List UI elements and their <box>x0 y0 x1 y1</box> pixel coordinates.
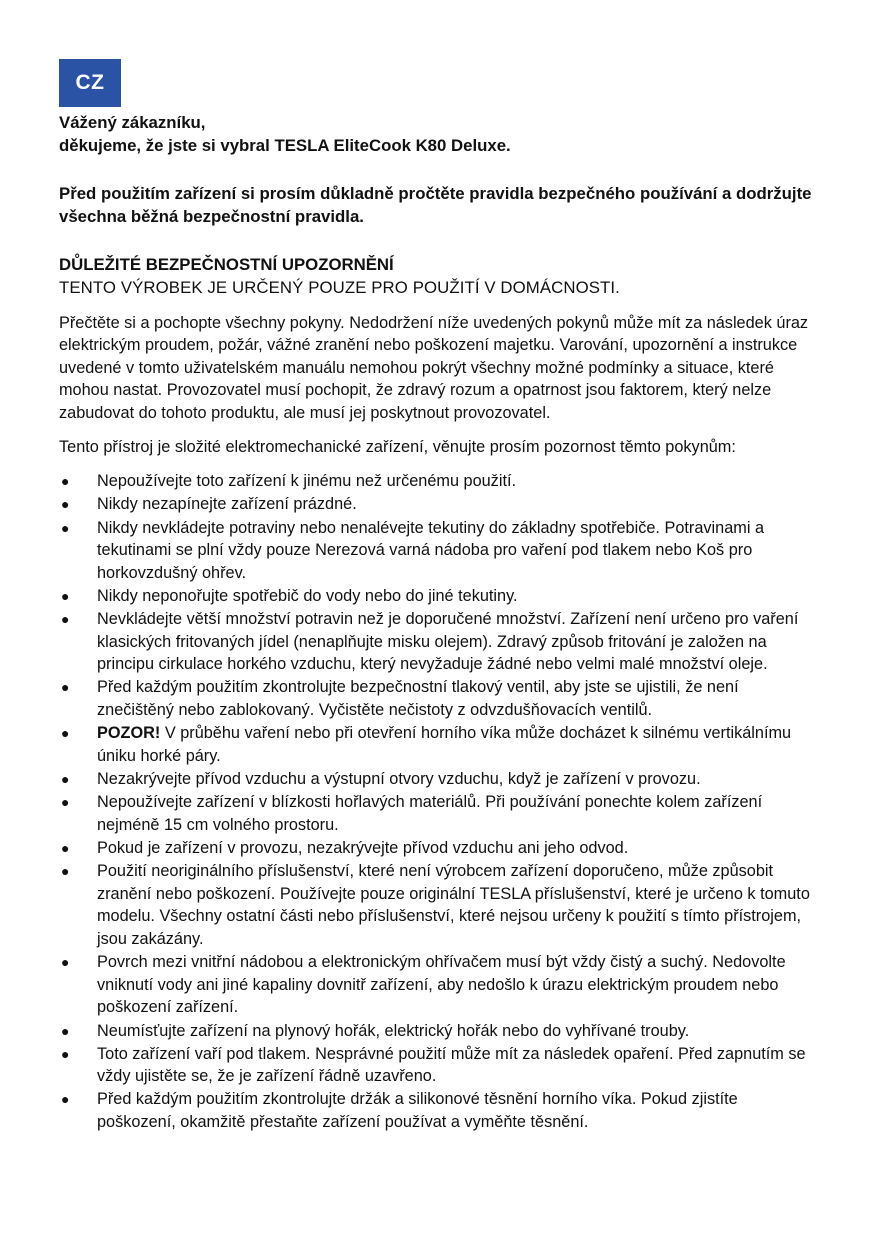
list-item <box>59 676 819 721</box>
list-item-text: Nezakrývejte přívod vzduchu a výstupní otvory vzduchu, když je zařízení v provozu. <box>97 770 701 788</box>
bullet-icon: ● <box>61 1091 70 1108</box>
list-item-text: V průběhu vaření nebo při otevření horního víka může docházet k silnému vertikálnímu úniku horké páry. <box>97 724 792 765</box>
list-item-text: Toto zařízení vaří pod tlakem. Nesprávné použití může mít za následek opaření. Před zapnutím se vždy ujistěte se, že je zařízení řádně uzavřeno. <box>97 1044 806 1086</box>
bullet-icon: ● <box>61 496 70 513</box>
list-item <box>59 768 819 791</box>
bullet-icon: ● <box>61 587 70 604</box>
bullet-icon: ● <box>61 1022 70 1039</box>
instructions-lead: Tento přístroj je složité elektromechanické zařízení, věnujte prosím pozornost těmto pokynům: <box>59 437 736 456</box>
list-item-text: Nevkládejte větší množství potravin než je doporučené množství. Zařízení není určeno pro vaření klasických fritovaných jídel (nenaplňujte misku olejem). Zdravý způsob fritování je založen na principu cirkulace horkého vzduchu, který nevyžaduje žádné nebo velmi malé množství oleje. <box>97 610 799 674</box>
bullet-icon: ● <box>61 725 70 742</box>
list-item-text: Neumísťujte zařízení na plynový hořák, elektrický hořák nebo do vyhřívané trouby. <box>97 1021 690 1040</box>
bullet-icon: ● <box>61 954 70 971</box>
list-item <box>59 1088 819 1133</box>
safety-notice: Před použitím zařízení si prosím důkladně pročtěte pravidla bezpečného používání a dodržujte všechna běžná bezpečnostní pravidla. <box>59 184 812 226</box>
list-item <box>59 493 819 516</box>
safety-list <box>59 470 819 1134</box>
list-item-text: Nepoužívejte toto zařízení k jinému než určenému použití. <box>97 472 517 491</box>
language-badge: CZ <box>59 59 121 107</box>
list-item <box>59 517 819 585</box>
list-item-text: Povrch mezi vnitřní nádobou a elektronickým ohřívačem musí být vždy čistý a suchý. Nedovolte vniknutí vody ani jiné kapaliny dovnitř zařízení, aby nedošlo k úrazu elektrickým proudem nebo poškození zařízení. <box>97 953 786 1017</box>
section-heading: DŮLEŽITÉ BEZPEČNOSTNÍ UPOZORNĚNÍ <box>59 255 394 275</box>
bullet-icon: ● <box>61 771 70 787</box>
list-item-text: Nikdy neponořujte spotřebič do vody nebo do jiné tekutiny. <box>97 586 518 605</box>
bullet-icon: ● <box>61 794 70 811</box>
warning-label: POZOR! <box>97 724 161 743</box>
list-item <box>59 791 819 836</box>
bullet-icon: ● <box>61 611 70 628</box>
list-item <box>59 722 819 767</box>
list-item <box>59 608 819 676</box>
list-item <box>59 860 819 950</box>
list-item <box>59 1043 819 1088</box>
list-item-text: Pokud je zařízení v provozu, nezakrývejte přívod vzduchu ani jeho odvod. <box>97 838 629 857</box>
list-item-text: Nikdy nevkládejte potraviny nebo nenalévejte tekutiny do základny spotřebiče. Potravinami a tekutinami se plní vždy pouze Nerezová varná nádoba pro vaření pod tlakem nebo Koš pro horkovzdušný ohřev. <box>97 518 765 582</box>
list-item-text: Před každým použitím zkontrolujte držák a silikonové těsnění horního víka. Pokud zjistíte poškození, okamžitě přestaňte zařízení používat a vyměňte těsnění. <box>97 1090 738 1132</box>
bullet-icon: ● <box>61 473 70 490</box>
page-content <box>59 112 819 1134</box>
bullet-icon: ● <box>61 863 70 880</box>
thanks-line: děkujeme, že jste si vybral TESLA EliteCook K80 Deluxe. <box>59 135 511 155</box>
list-item-text: Nepoužívejte zařízení v blízkosti hořlavých materiálů. Při používání ponechte kolem zařízení nejméně 15 cm volného prostoru. <box>97 793 763 834</box>
bullet-icon: ● <box>61 839 70 856</box>
list-item <box>59 951 819 1019</box>
bullet-icon: ● <box>61 519 70 536</box>
list-item <box>59 470 819 493</box>
list-item-text: Použití neoriginálního příslušenství, které není výrobcem zařízení doporučeno, může způsobit zranění nebo poškození. Používejte pouze originální TESLA příslušenství, které je určeno k tomuto modelu. Všechny ostatní části nebo příslušenství, které nejsou určeny k použití s tímto přístrojem, jsou zakázány. <box>97 862 810 948</box>
bullet-icon: ● <box>61 679 70 696</box>
list-item-text: Před každým použitím zkontrolujte bezpečnostní tlakový ventil, aby jste se ujistili, že není znečištěný nebo zablokovaný. Vyčistěte nečistoty z odvzdušňovacích ventilů. <box>97 678 739 720</box>
list-item <box>59 585 819 608</box>
list-item <box>59 1020 819 1043</box>
greeting: Vážený zákazníku, <box>59 113 206 132</box>
list-item-text: Nikdy nezapínejte zařízení prázdné. <box>97 495 357 514</box>
intro-paragraph: Přečtěte si a pochopte všechny pokyny. Nedodržení níže uvedených pokynů může mít za následek úraz elektrickým proudem, požár, vážné zranění nebo poškození majetku. Varování, upozornění a instrukce uvedené v tomto uživatelském manuálu nemohou pokrýt všechny možné podmínky a situace, které mohou nastat. Provozovatel musí pochopit, že zdravý rozum a opatrnost jsou faktorem, který nelze zabudovat do tohoto produktu, ale musí jej poskytnout provozovatel. <box>59 313 809 422</box>
bullet-icon: ● <box>61 1045 70 1062</box>
section-subheading: TENTO VÝROBEK JE URČENÝ POUZE PRO POUŽITÍ V DOMÁCNOSTI. <box>59 277 620 297</box>
list-item <box>59 837 819 860</box>
